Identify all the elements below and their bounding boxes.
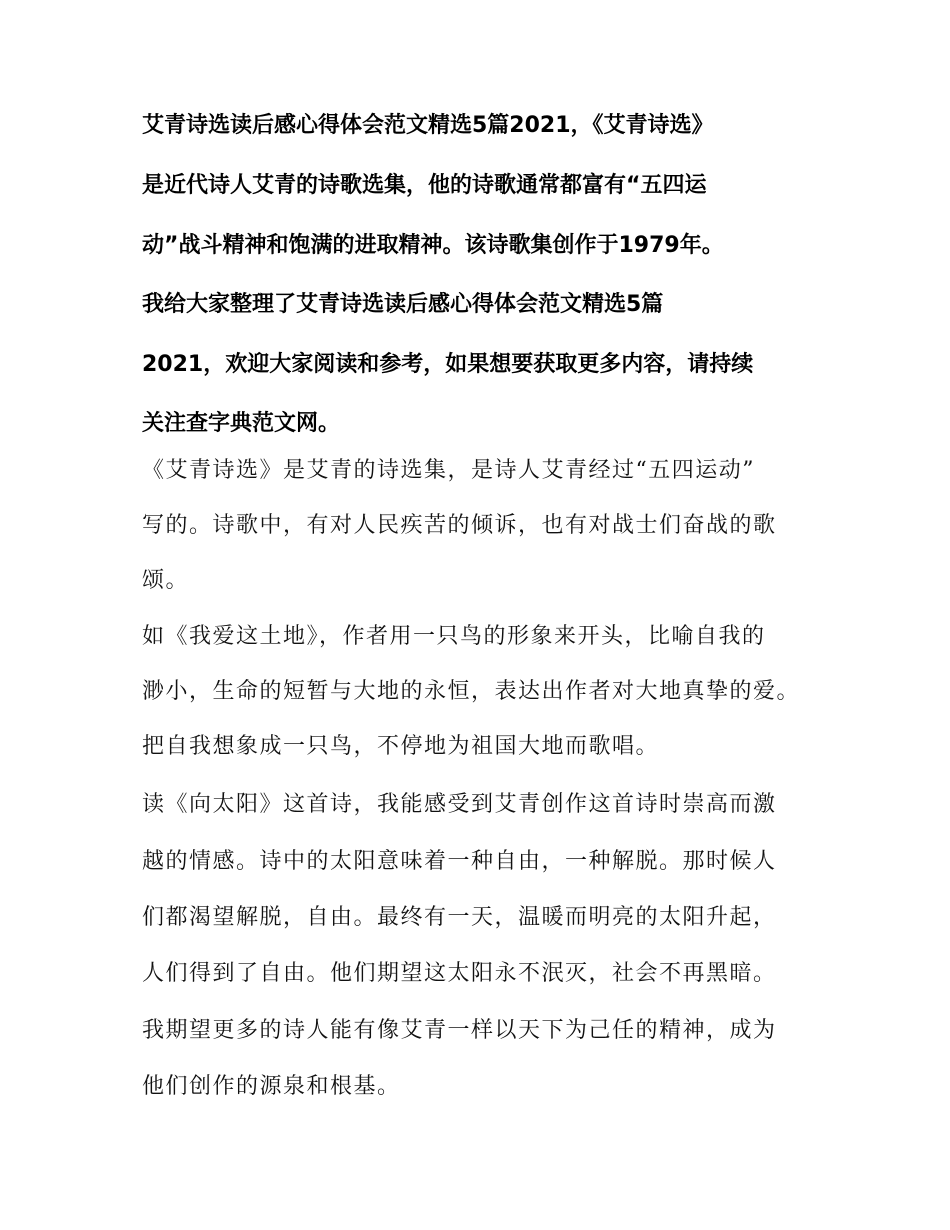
- body-line-12: 他们创作的源泉和根基。: [142, 1074, 401, 1099]
- body-line-1: 《艾青诗选》是艾青的诗选集，是诗人艾青经过“五四运动”: [142, 458, 755, 483]
- body-line-4: 如《我爱这土地》，作者用一只鸟的形象来开头，比喻自我的: [142, 624, 766, 649]
- intro-line-4: 我给大家整理了艾青诗选读后感心得体会范文精选5篇: [142, 292, 664, 317]
- body-line-7: 读《向太阳》这首诗，我能感受到艾青创作这首诗时崇高而激: [142, 792, 777, 817]
- body-line-5: 渺小，生命的短暂与大地的永恒，表达出作者对大地真挚的爱。: [142, 679, 801, 704]
- intro-line-1: 艾青诗选读后感心得体会范文精选5篇2021，《艾青诗选》: [142, 113, 714, 138]
- body-line-8: 越的情感。诗中的太阳意味着一种自由，一种解脱。那时候人: [142, 849, 777, 874]
- intro-line-2: 是近代诗人艾青的诗歌选集，他的诗歌通常都富有“五四运: [142, 173, 707, 198]
- intro-line-3: 动”战斗精神和饱满的进取精神。该诗歌集创作于1979年。: [142, 233, 724, 258]
- body-line-9: 们都渴望解脱，自由。最终有一天，温暖而明亮的太阳升起，: [142, 905, 777, 930]
- intro-line-5: 2021，欢迎大家阅读和参考，如果想要获取更多内容，请持续: [142, 352, 754, 377]
- body-line-6: 把自我想象成一只鸟，不停地为祖国大地而歌唱。: [142, 734, 660, 759]
- body-line-11: 我期望更多的诗人能有像艾青一样以天下为己任的精神，成为: [142, 1018, 777, 1043]
- body-line-10: 人们得到了自由。他们期望这太阳永不泯灭，社会不再黑暗。: [142, 961, 777, 986]
- body-line-2: 写的。诗歌中，有对人民疾苦的倾诉，也有对战士们奋战的歌: [142, 513, 777, 538]
- intro-line-6: 关注查字典范文网。: [142, 411, 341, 436]
- body-line-3: 颂。: [142, 568, 190, 593]
